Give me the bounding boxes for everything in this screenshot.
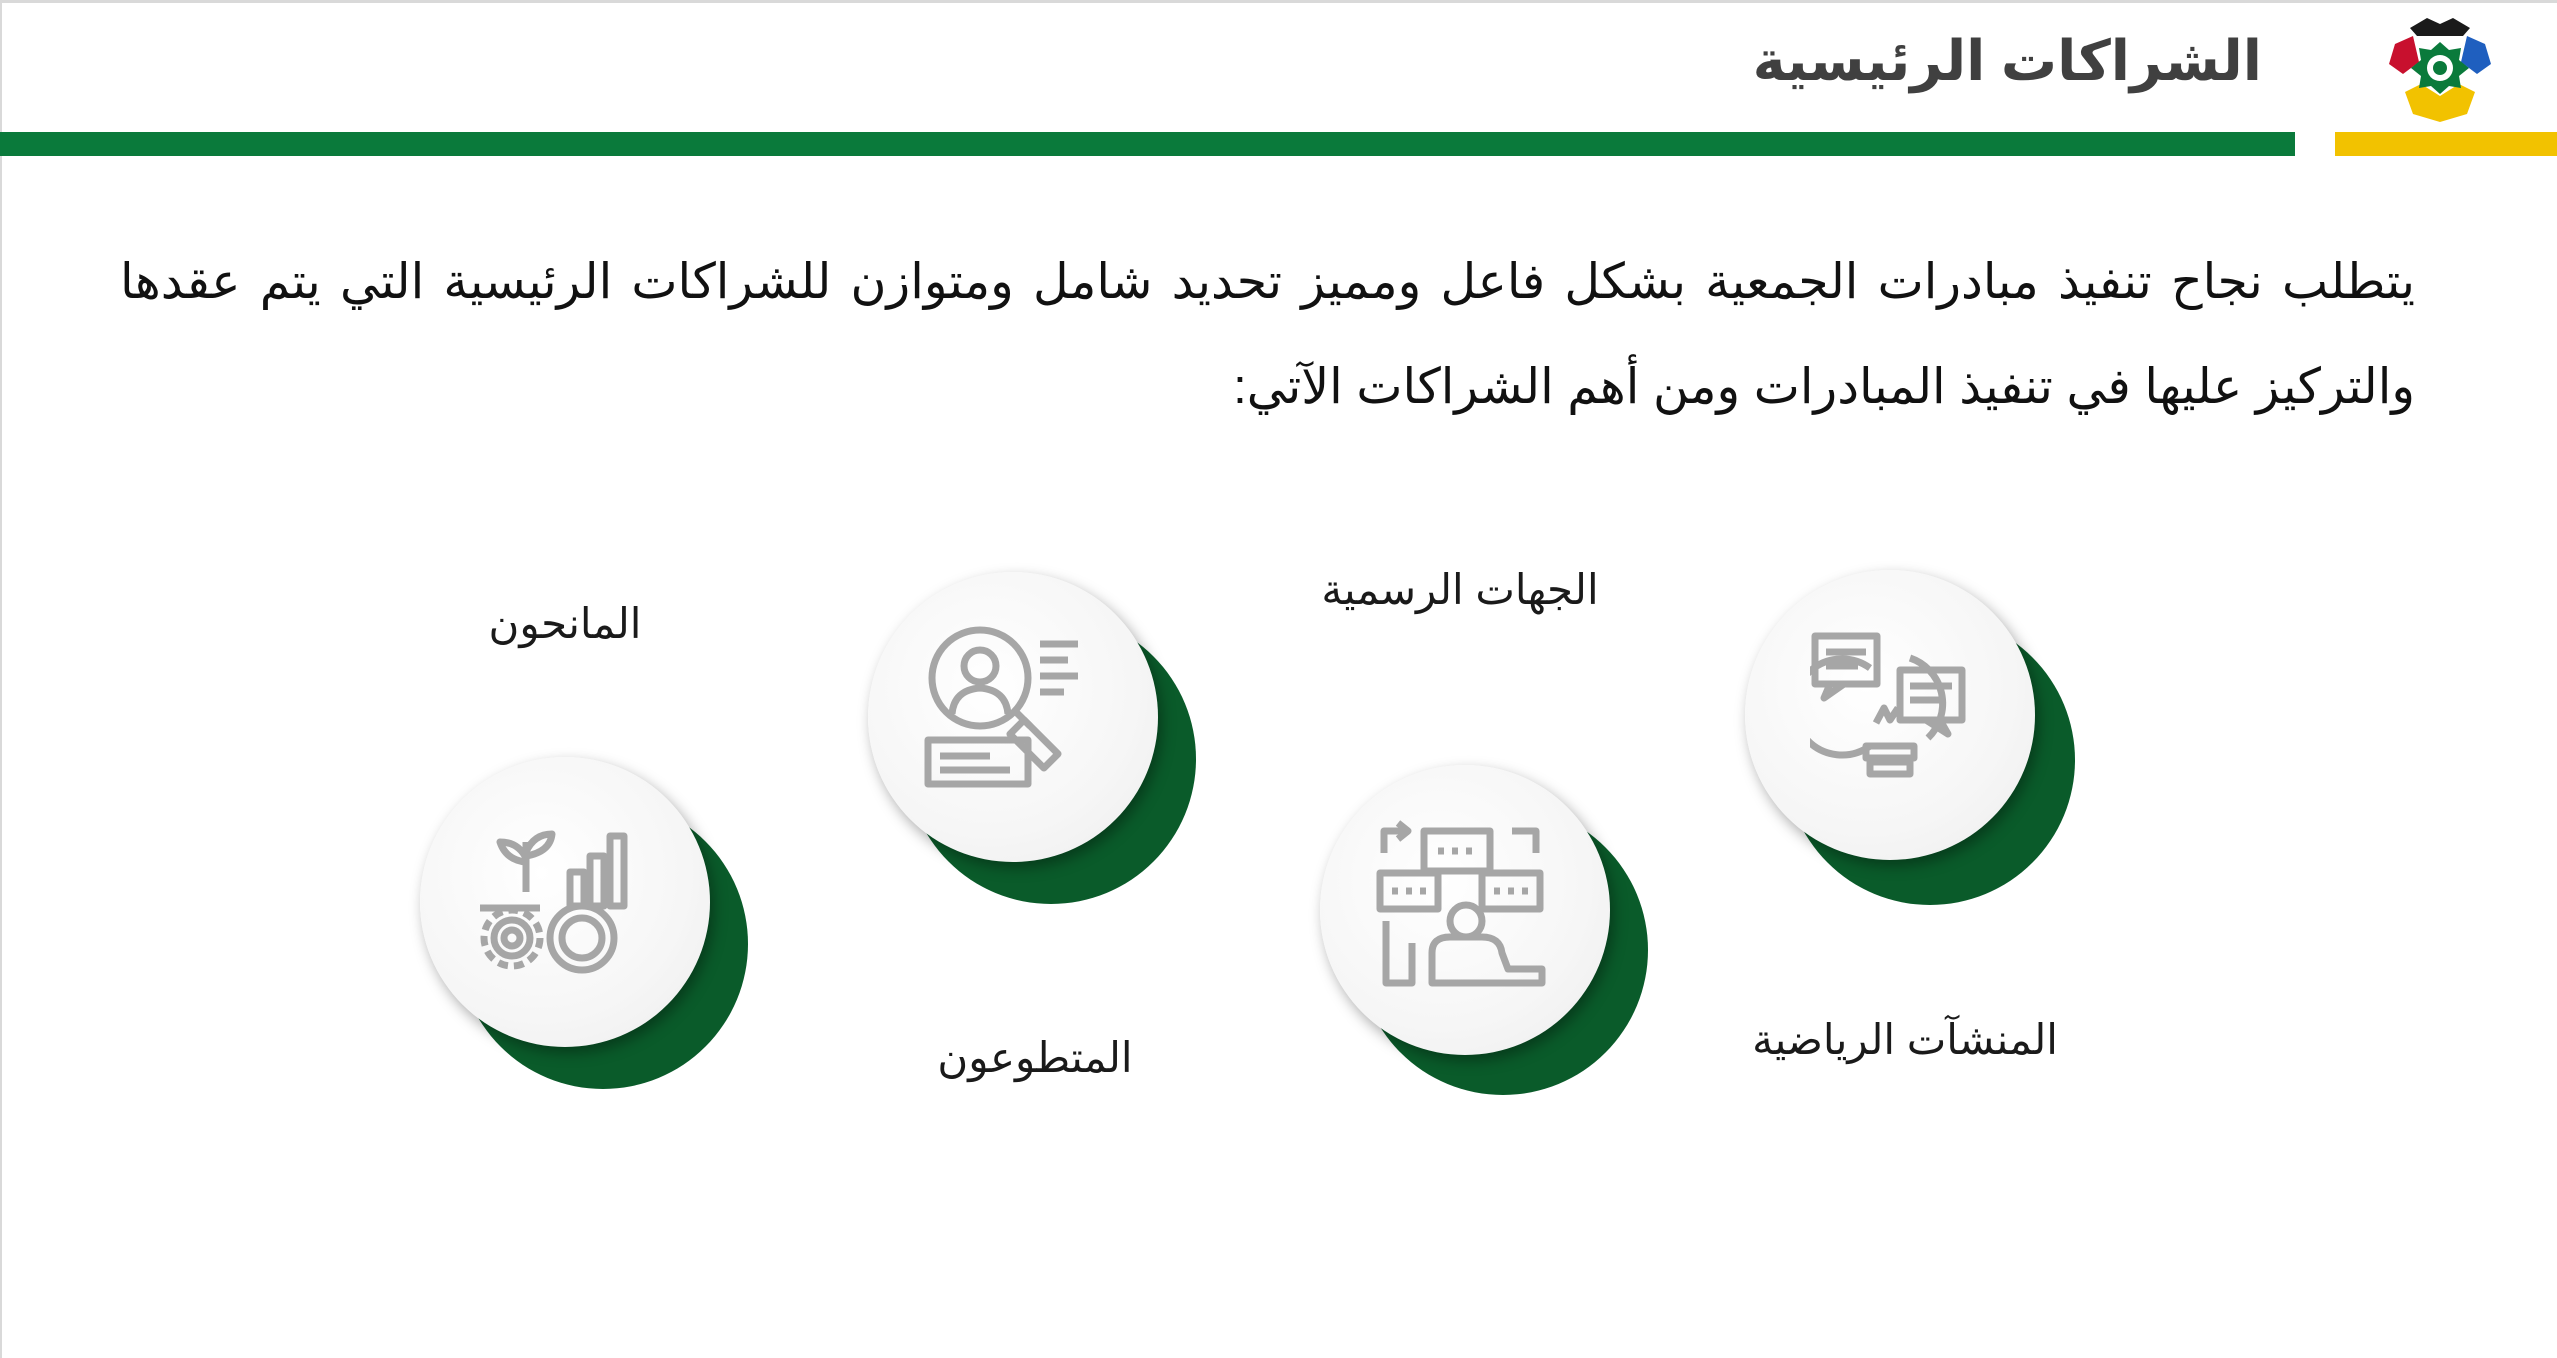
partner-label-official-bodies: الجهات الرسمية bbox=[1321, 566, 1599, 613]
person-search-icon bbox=[918, 620, 1098, 800]
partner-label-donors: المانحون bbox=[488, 600, 642, 647]
partner-sports-facilities bbox=[1745, 570, 2075, 910]
page-title: الشراكات الرئيسية bbox=[1752, 29, 2262, 92]
partner-volunteers bbox=[868, 572, 1198, 912]
intro-paragraph: يتطلب نجاح تنفيذ مبادرات الجمعية بشكل فاعل ومميز تحديد شامل ومتوازن للشراكات الرئيسية التي يتم عقدها والتركيز عليها في تنفيذ المبادرات ومن أهم الشراكات الآتي: bbox=[120, 255, 2415, 414]
partner-donors bbox=[420, 757, 750, 1097]
partner-official-bodies bbox=[1320, 765, 1650, 1095]
growth-gears-chart-icon bbox=[470, 812, 650, 992]
organization-emblem-icon bbox=[2375, 14, 2505, 129]
left-border bbox=[0, 0, 2, 1358]
top-border bbox=[0, 0, 2557, 3]
discussion-people-icon bbox=[1372, 813, 1552, 993]
header-yellow-bar bbox=[2335, 132, 2557, 156]
partner-label-sports-facilities: المنشآت الرياضية bbox=[1752, 1016, 2058, 1063]
idea-bulb-chat-icon bbox=[1810, 628, 1970, 788]
partner-label-volunteers: المتطوعون bbox=[937, 1034, 1133, 1081]
header-green-bar bbox=[0, 132, 2295, 156]
